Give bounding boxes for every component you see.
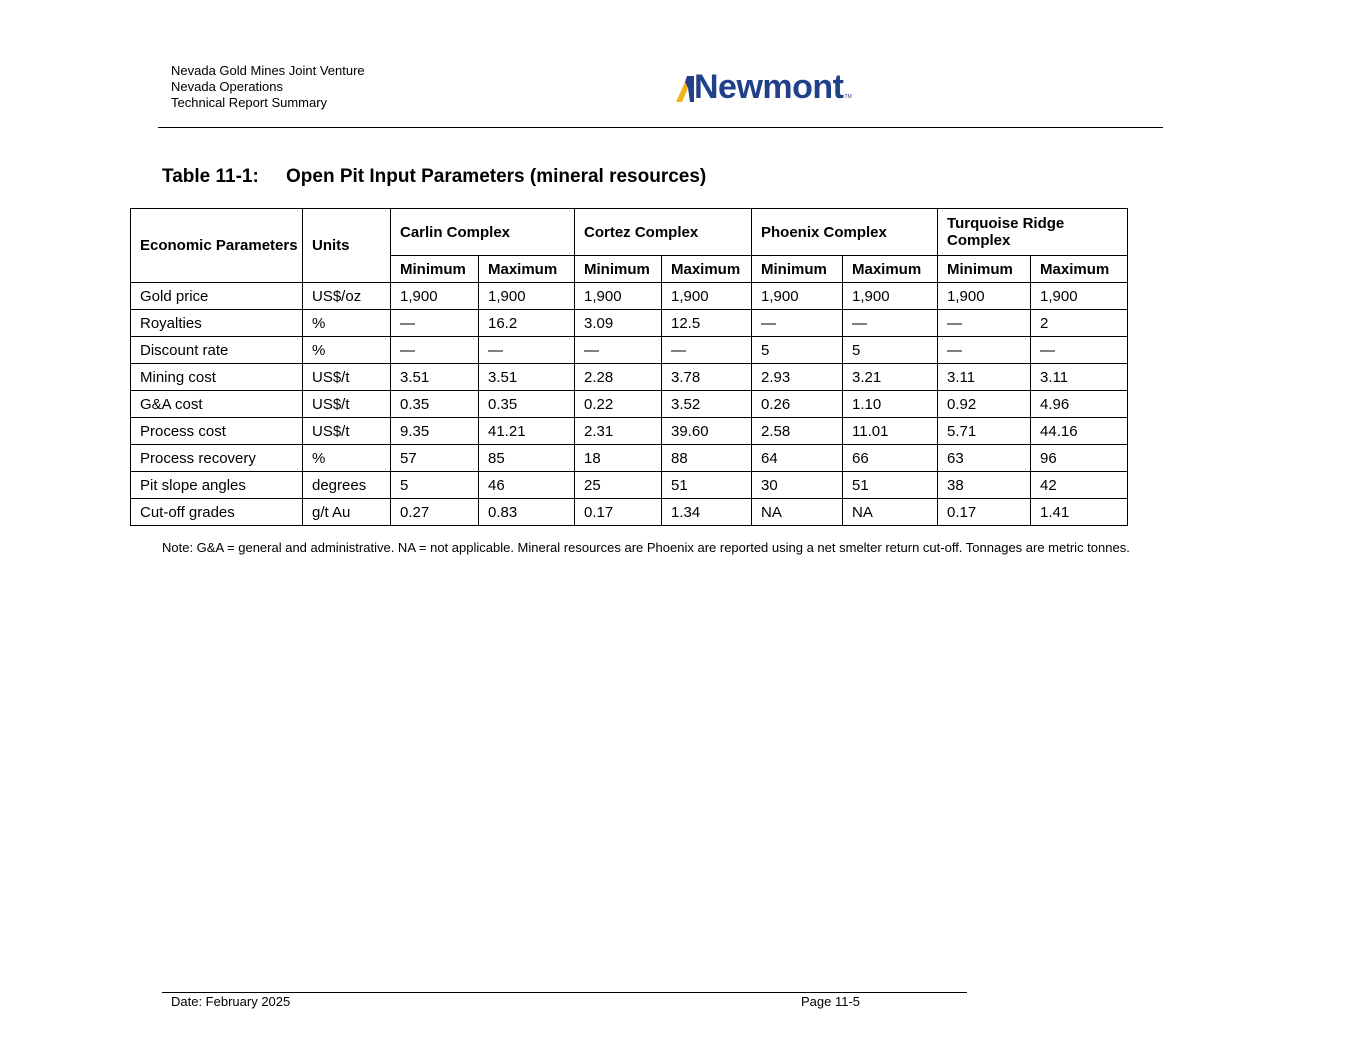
value-cell: 2.31 bbox=[575, 418, 662, 445]
value-cell: 51 bbox=[662, 472, 752, 499]
units-cell: US$/t bbox=[303, 391, 391, 418]
header-units: Units bbox=[303, 209, 391, 283]
value-cell: 2.28 bbox=[575, 364, 662, 391]
value-cell: — bbox=[843, 310, 938, 337]
units-cell: degrees bbox=[303, 472, 391, 499]
units-cell: % bbox=[303, 310, 391, 337]
logo-wordmark: Newmont bbox=[694, 68, 844, 106]
value-cell: 0.22 bbox=[575, 391, 662, 418]
value-cell: — bbox=[391, 337, 479, 364]
table-row bbox=[131, 499, 1128, 526]
value-cell: 18 bbox=[575, 445, 662, 472]
value-cell: 0.92 bbox=[938, 391, 1031, 418]
value-cell: 3.21 bbox=[843, 364, 938, 391]
units-cell: US$/t bbox=[303, 418, 391, 445]
open-pit-parameters-table bbox=[130, 208, 1128, 526]
value-cell: 51 bbox=[843, 472, 938, 499]
units-cell: % bbox=[303, 445, 391, 472]
newmont-logo bbox=[676, 68, 852, 106]
value-cell: 2.93 bbox=[752, 364, 843, 391]
units-cell: US$/t bbox=[303, 364, 391, 391]
footer-date: Date: February 2025 bbox=[171, 994, 291, 1009]
report-header bbox=[171, 63, 365, 111]
header-carlin-complex: Carlin Complex bbox=[391, 209, 575, 256]
header-maximum: Maximum bbox=[1031, 256, 1128, 283]
value-cell: 2.58 bbox=[752, 418, 843, 445]
value-cell: — bbox=[1031, 337, 1128, 364]
table-row bbox=[131, 310, 1128, 337]
table-row bbox=[131, 445, 1128, 472]
value-cell: 16.2 bbox=[479, 310, 575, 337]
value-cell: 3.52 bbox=[662, 391, 752, 418]
value-cell: 38 bbox=[938, 472, 1031, 499]
value-cell: 3.11 bbox=[938, 364, 1031, 391]
value-cell: 0.83 bbox=[479, 499, 575, 526]
value-cell: 3.51 bbox=[391, 364, 479, 391]
table-row bbox=[131, 418, 1128, 445]
value-cell: 96 bbox=[1031, 445, 1128, 472]
parameter-name-cell: Pit slope angles bbox=[131, 472, 303, 499]
table-row bbox=[131, 472, 1128, 499]
table-number: Table 11-1: bbox=[162, 166, 259, 187]
parameter-name-cell: Royalties bbox=[131, 310, 303, 337]
value-cell: 3.78 bbox=[662, 364, 752, 391]
table-note: Note: G&A = general and administrative. NA = not applicable. Mineral resources are Phoenix are reported using a net smelter return cut-off. Tonnages are metric tonnes. bbox=[162, 540, 1130, 555]
table-body bbox=[131, 283, 1128, 526]
value-cell: 30 bbox=[752, 472, 843, 499]
value-cell: 5 bbox=[843, 337, 938, 364]
header-minimum: Minimum bbox=[752, 256, 843, 283]
header-minimum: Minimum bbox=[938, 256, 1031, 283]
value-cell: 9.35 bbox=[391, 418, 479, 445]
header-cortez-complex: Cortez Complex bbox=[575, 209, 752, 256]
header-company: Nevada Gold Mines Joint Venture bbox=[171, 63, 365, 78]
units-cell: % bbox=[303, 337, 391, 364]
value-cell: 25 bbox=[575, 472, 662, 499]
value-cell: 3.11 bbox=[1031, 364, 1128, 391]
value-cell: 11.01 bbox=[843, 418, 938, 445]
header-maximum: Maximum bbox=[662, 256, 752, 283]
value-cell: 12.5 bbox=[662, 310, 752, 337]
parameter-name-cell: G&A cost bbox=[131, 391, 303, 418]
value-cell: 44.16 bbox=[1031, 418, 1128, 445]
value-cell: 0.17 bbox=[938, 499, 1031, 526]
table-row bbox=[131, 337, 1128, 364]
value-cell: 4.96 bbox=[1031, 391, 1128, 418]
value-cell: 0.27 bbox=[391, 499, 479, 526]
table-row bbox=[131, 364, 1128, 391]
value-cell: NA bbox=[752, 499, 843, 526]
value-cell: 1,900 bbox=[843, 283, 938, 310]
units-cell: US$/oz bbox=[303, 283, 391, 310]
value-cell: 0.35 bbox=[391, 391, 479, 418]
value-cell: 1.41 bbox=[1031, 499, 1128, 526]
value-cell: 46 bbox=[479, 472, 575, 499]
value-cell: — bbox=[752, 310, 843, 337]
header-report-type: Technical Report Summary bbox=[171, 95, 328, 110]
header-operations: Nevada Operations bbox=[171, 79, 284, 94]
value-cell: 1,900 bbox=[575, 283, 662, 310]
value-cell: — bbox=[662, 337, 752, 364]
value-cell: — bbox=[391, 310, 479, 337]
value-cell: 85 bbox=[479, 445, 575, 472]
value-cell: 5 bbox=[391, 472, 479, 499]
value-cell: 66 bbox=[843, 445, 938, 472]
logo-trademark: TM bbox=[844, 94, 852, 100]
footer-divider bbox=[162, 992, 967, 993]
value-cell: 5.71 bbox=[938, 418, 1031, 445]
units-cell: g/t Au bbox=[303, 499, 391, 526]
value-cell: 0.17 bbox=[575, 499, 662, 526]
table-header-row bbox=[131, 209, 1128, 256]
value-cell: 88 bbox=[662, 445, 752, 472]
value-cell: 0.35 bbox=[479, 391, 575, 418]
value-cell: 64 bbox=[752, 445, 843, 472]
value-cell: 0.26 bbox=[752, 391, 843, 418]
header-maximum: Maximum bbox=[843, 256, 938, 283]
value-cell: 5 bbox=[752, 337, 843, 364]
value-cell: 1,900 bbox=[938, 283, 1031, 310]
value-cell: — bbox=[575, 337, 662, 364]
value-cell: 1,900 bbox=[662, 283, 752, 310]
value-cell: — bbox=[479, 337, 575, 364]
value-cell: 2 bbox=[1031, 310, 1128, 337]
header-divider bbox=[158, 127, 1163, 128]
header-maximum: Maximum bbox=[479, 256, 575, 283]
value-cell: 1,900 bbox=[391, 283, 479, 310]
value-cell: 42 bbox=[1031, 472, 1128, 499]
table-caption bbox=[162, 166, 706, 188]
value-cell: — bbox=[938, 310, 1031, 337]
value-cell: 1,900 bbox=[752, 283, 843, 310]
parameter-name-cell: Gold price bbox=[131, 283, 303, 310]
value-cell: 3.09 bbox=[575, 310, 662, 337]
table-row bbox=[131, 283, 1128, 310]
value-cell: 1.10 bbox=[843, 391, 938, 418]
parameter-name-cell: Discount rate bbox=[131, 337, 303, 364]
header-turquoise-ridge-complex: Turquoise Ridge Complex bbox=[938, 209, 1128, 256]
parameter-name-cell: Process recovery bbox=[131, 445, 303, 472]
header-minimum: Minimum bbox=[575, 256, 662, 283]
value-cell: NA bbox=[843, 499, 938, 526]
value-cell: 39.60 bbox=[662, 418, 752, 445]
value-cell: — bbox=[938, 337, 1031, 364]
parameter-name-cell: Cut-off grades bbox=[131, 499, 303, 526]
parameter-name-cell: Process cost bbox=[131, 418, 303, 445]
parameter-name-cell: Mining cost bbox=[131, 364, 303, 391]
value-cell: 1.34 bbox=[662, 499, 752, 526]
table-title: Open Pit Input Parameters (mineral resources) bbox=[286, 166, 707, 187]
footer-page-number: Page 11-5 bbox=[801, 994, 861, 1009]
value-cell: 1,900 bbox=[1031, 283, 1128, 310]
newmont-chevron-icon bbox=[676, 76, 694, 102]
value-cell: 3.51 bbox=[479, 364, 575, 391]
value-cell: 57 bbox=[391, 445, 479, 472]
header-economic-parameters: Economic Parameters bbox=[131, 209, 303, 283]
header-minimum: Minimum bbox=[391, 256, 479, 283]
header-phoenix-complex: Phoenix Complex bbox=[752, 209, 938, 256]
value-cell: 41.21 bbox=[479, 418, 575, 445]
table-row bbox=[131, 391, 1128, 418]
value-cell: 63 bbox=[938, 445, 1031, 472]
value-cell: 1,900 bbox=[479, 283, 575, 310]
